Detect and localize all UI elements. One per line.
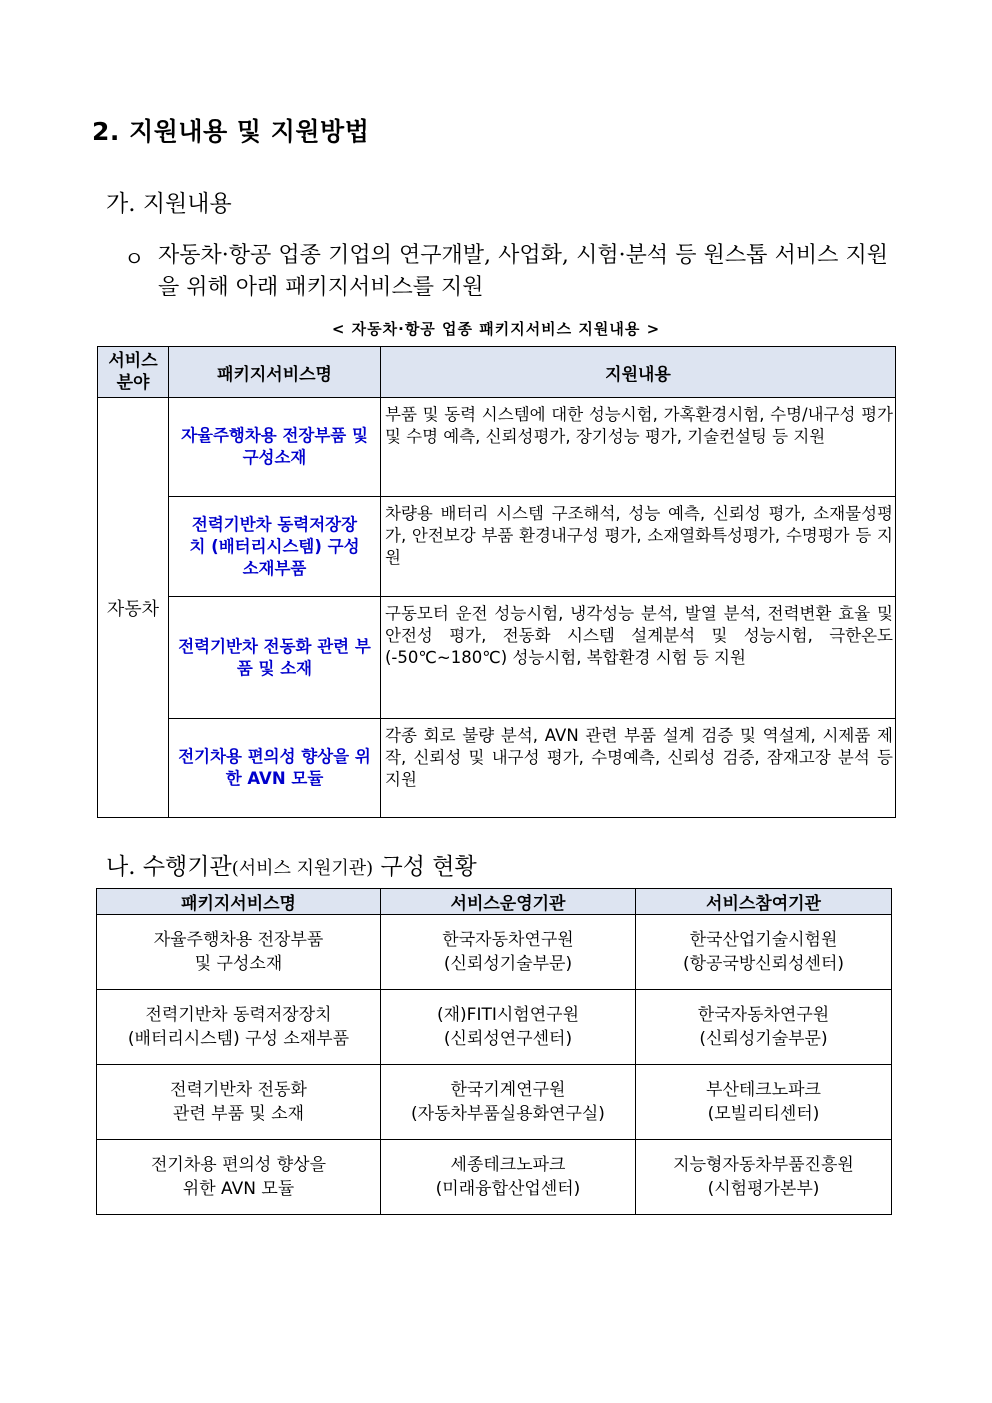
package-name: 전력기반차 동력저장장치 (배터리시스템) 구성 소재부품 — [169, 497, 381, 597]
table-row — [98, 497, 896, 597]
table-header-row — [97, 889, 892, 915]
table-row — [98, 719, 896, 818]
header-package: 패키지서비스명 — [97, 889, 381, 915]
subsection-title-b: 나. 수행기관(서비스 지원기관) 구성 현황 — [106, 854, 477, 880]
operator-cell: 한국자동차연구원 (신뢰성기술부문) — [381, 915, 636, 990]
header-package: 패키지서비스명 — [169, 347, 381, 398]
header-content: 지원내용 — [381, 347, 896, 398]
table-row — [97, 1140, 892, 1215]
package-cell: 전력기반차 전동화 관련 부품 및 소재 — [97, 1065, 381, 1140]
table1-caption: < 자동차·항공 업종 패키지서비스 지원내용 > — [331, 320, 661, 338]
participant-cell: 부산테크노파크 (모빌리티센터) — [636, 1065, 892, 1140]
participant-cell: 한국자동차연구원 (신뢰성기술부문) — [636, 990, 892, 1065]
table-row — [98, 597, 896, 719]
header-participant: 서비스참여기관 — [636, 889, 892, 915]
table-row — [97, 990, 892, 1065]
package-cell: 자율주행차용 전장부품 및 구성소재 — [97, 915, 381, 990]
table-row — [97, 915, 892, 990]
operator-cell: (재)FITI시험연구원 (신뢰성연구센터) — [381, 990, 636, 1065]
subsection-title-a: 가. 지원내용 — [106, 191, 232, 217]
institution-table — [96, 888, 892, 1215]
package-name: 전력기반차 전동화 관련 부품 및 소재 — [169, 597, 381, 719]
table-row — [98, 398, 896, 497]
package-name: 전기차용 편의성 향상을 위한 AVN 모듈 — [169, 719, 381, 818]
operator-cell: 세종테크노파크 (미래융합산업센터) — [381, 1140, 636, 1215]
intro-paragraph: 자동차·항공 업종 기업의 연구개발, 사업화, 시험·분석 등 원스톱 서비스 지원을 위해 아래 패키지서비스를 지원 — [158, 243, 888, 300]
package-cell: 전기차용 편의성 향상을 위한 AVN 모듈 — [97, 1140, 381, 1215]
support-content: 부품 및 동력 시스템에 대한 성능시험, 가혹환경시험, 수명/내구성 평가 및 수명 예측, 신뢰성평가, 장기성능 평가, 기술컨설팅 등 지원 — [381, 398, 896, 497]
category-cell: 자동차 — [98, 398, 169, 818]
participant-cell: 한국산업기술시험원 (항공국방신뢰성센터) — [636, 915, 892, 990]
support-content-table — [97, 346, 896, 818]
operator-cell: 한국기계연구원 (자동차부품실용화연구실) — [381, 1065, 636, 1140]
header-field: 서비스 분야 — [98, 347, 169, 398]
header-operator: 서비스운영기관 — [381, 889, 636, 915]
support-content: 각종 회로 불량 분석, AVN 관련 부품 설계 검증 및 역설계, 시제품 제작, 신뢰성 및 내구성 평가, 수명예측, 신뢰성 검증, 잠재고장 분석 등 지원 — [381, 719, 896, 818]
support-content: 구동모터 운전 성능시험, 냉각성능 분석, 발열 분석, 전력변환 효율 및 안전성 평가, 전동화 시스템 설계분석 및 성능시험, 극한온도(-50℃~180℃) 성능시험, 복합환경 시험 등 지원 — [381, 597, 896, 719]
section-title: 2. 지원내용 및 지원방법 — [92, 117, 370, 146]
bullet-marker: ㅇ — [124, 247, 145, 271]
support-content: 차량용 배터리 시스템 구조해석, 성능 예측, 신뢰성 평가, 소재물성평가, 안전보강 부품 환경내구성 평가, 소재열화특성평가, 수명평가 등 지원 — [381, 497, 896, 597]
package-cell: 전력기반차 동력저장장치 (배터리시스템) 구성 소재부품 — [97, 990, 381, 1065]
participant-cell: 지능형자동차부품진흥원 (시험평가본부) — [636, 1140, 892, 1215]
package-name: 자율주행차용 전장부품 및 구성소재 — [169, 398, 381, 497]
table-header-row — [98, 347, 896, 398]
table-row — [97, 1065, 892, 1140]
